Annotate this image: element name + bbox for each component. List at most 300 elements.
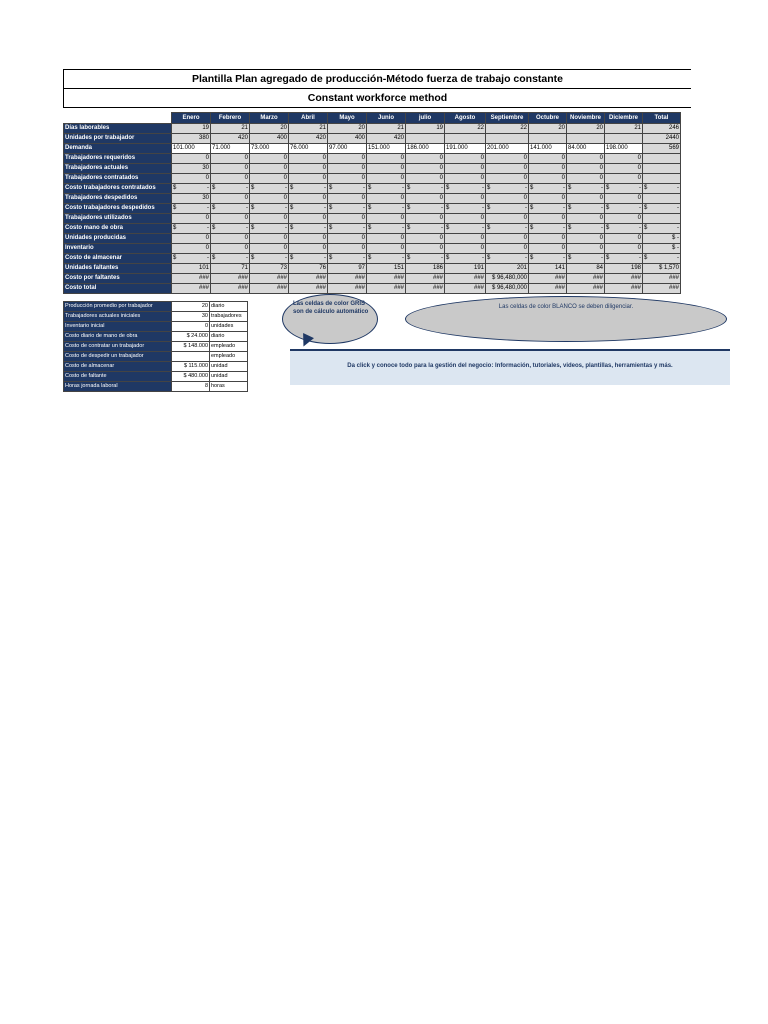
param-value[interactable]: $ 115.000 (172, 362, 210, 372)
param-label: Inventario inicial (64, 322, 172, 332)
table-cell: 0 (406, 194, 445, 204)
table-cell (643, 214, 681, 224)
table-cell[interactable]: 73.000 (250, 144, 289, 154)
cell-value: - (246, 255, 248, 261)
table-cell (643, 164, 681, 174)
currency-sign: $ (644, 205, 648, 211)
table-cell: 0 (289, 194, 328, 204)
month-header: Noviembre (567, 113, 605, 124)
param-unit: empleado (210, 342, 248, 352)
table-cell (567, 224, 605, 234)
table-cell: 22 (445, 124, 486, 134)
param-value[interactable]: 20 (172, 302, 210, 312)
table-cell (567, 184, 605, 194)
table-cell (172, 184, 211, 194)
cell-value: - (482, 255, 484, 261)
param-unit: unidad (210, 362, 248, 372)
table-cell: 20 (529, 124, 567, 134)
cell-value: - (324, 185, 326, 191)
row-label: Unidades faltantes (64, 264, 172, 274)
table-cell: 0 (211, 174, 250, 184)
cell-value: - (525, 205, 527, 211)
cell-value: - (207, 225, 209, 231)
currency-sign: $ (530, 255, 534, 261)
cell-value: - (402, 255, 404, 261)
table-cell: 0 (445, 154, 486, 164)
cell-value: - (441, 185, 443, 191)
table-cell (643, 224, 681, 234)
table-cell: $ - (643, 244, 681, 254)
cell-value: - (363, 185, 365, 191)
table-cell (445, 204, 486, 214)
table-cell: ### (529, 284, 567, 294)
table-row (64, 214, 681, 224)
month-header: Abril (289, 113, 328, 124)
table-cell (486, 254, 529, 264)
table-cell (486, 224, 529, 234)
param-value[interactable]: $ 480.000 (172, 372, 210, 382)
cell-value: - (207, 205, 209, 211)
table-cell: 101 (172, 264, 211, 274)
cell-value: - (441, 205, 443, 211)
currency-sign: $ (212, 205, 216, 211)
table-cell: 0 (605, 164, 643, 174)
table-cell (367, 224, 406, 234)
table-cell: 151 (367, 264, 406, 274)
currency-sign: $ (329, 225, 333, 231)
currency-sign: $ (407, 255, 411, 261)
cell-value: - (601, 185, 603, 191)
table-cell: 186 (406, 264, 445, 274)
table-row (64, 204, 681, 214)
cell-value: - (246, 225, 248, 231)
table-cell[interactable]: 76.000 (289, 144, 328, 154)
table-cell: 0 (567, 154, 605, 164)
table-cell: 0 (529, 174, 567, 184)
currency-sign: $ (173, 205, 177, 211)
table-cell: 0 (529, 154, 567, 164)
currency-sign: $ (329, 255, 333, 261)
table-cell[interactable]: 198.000 (605, 144, 643, 154)
row-label: Inventario (64, 244, 172, 254)
table-cell (328, 224, 367, 234)
month-header: julio (406, 113, 445, 124)
table-cell: 0 (172, 244, 211, 254)
currency-sign: $ (487, 225, 491, 231)
table-row (64, 264, 681, 274)
cell-value: - (402, 225, 404, 231)
parameters-table (63, 301, 248, 392)
sheet-subtitle: Constant workforce method (64, 88, 691, 107)
table-cell: 0 (605, 174, 643, 184)
currency-sign: $ (644, 185, 648, 191)
currency-sign: $ (568, 185, 572, 191)
table-cell: 0 (486, 214, 529, 224)
currency-sign: $ (446, 205, 450, 211)
param-label: Costo de despedir un trabajador (64, 352, 172, 362)
table-cell[interactable]: 191.000 (445, 144, 486, 154)
param-value[interactable]: 0 (172, 322, 210, 332)
currency-sign: $ (173, 255, 177, 261)
table-cell[interactable]: 569 (643, 144, 681, 154)
currency-sign: $ (487, 185, 491, 191)
currency-sign: $ (530, 205, 534, 211)
month-header: Febrero (211, 113, 250, 124)
param-unit: unidad (210, 372, 248, 382)
table-cell (486, 184, 529, 194)
title-box (63, 69, 691, 108)
row-label: Costo mano de obra (64, 224, 172, 234)
table-row (64, 254, 681, 264)
cell-value: - (324, 255, 326, 261)
currency-sign: $ (407, 205, 411, 211)
table-cell: 0 (605, 234, 643, 244)
table-cell: 0 (172, 214, 211, 224)
table-cell (406, 254, 445, 264)
table-cell: ### (328, 284, 367, 294)
cell-value: - (563, 185, 565, 191)
table-cell (567, 254, 605, 264)
table-cell (605, 254, 643, 264)
month-header: Mayo (328, 113, 367, 124)
table-cell (406, 134, 445, 144)
table-cell: 0 (211, 234, 250, 244)
table-cell (289, 224, 328, 234)
param-label: Producción promedio por trabajador (64, 302, 172, 312)
row-label: Trabajadores utilizados (64, 214, 172, 224)
currency-sign: $ (290, 255, 294, 261)
cell-value: - (563, 205, 565, 211)
table-cell[interactable]: 84.000 (567, 144, 605, 154)
table-cell: 0 (367, 154, 406, 164)
table-cell (250, 224, 289, 234)
table-cell: 0 (250, 154, 289, 164)
table-cell: 19 (172, 124, 211, 134)
currency-sign: $ (290, 185, 294, 191)
table-cell: 0 (367, 214, 406, 224)
table-cell (172, 224, 211, 234)
table-cell (250, 204, 289, 214)
currency-sign: $ (173, 225, 177, 231)
row-label: Unidades por trabajador (64, 134, 172, 144)
table-cell: 0 (250, 244, 289, 254)
currency-sign: $ (251, 255, 255, 261)
table-row (64, 134, 681, 144)
table-cell: 0 (605, 194, 643, 204)
cell-value: - (639, 225, 641, 231)
table-row (64, 234, 681, 244)
table-cell (529, 254, 567, 264)
row-label: Trabajadores requeridos (64, 154, 172, 164)
cell-value: - (563, 255, 565, 261)
table-cell: 0 (529, 234, 567, 244)
table-row (64, 164, 681, 174)
table-cell: 21 (367, 124, 406, 134)
currency-sign: $ (407, 225, 411, 231)
cell-value: - (441, 225, 443, 231)
table-cell (529, 184, 567, 194)
month-header: Septiembre (486, 113, 529, 124)
table-cell: ### (328, 274, 367, 284)
table-cell: 0 (328, 194, 367, 204)
table-cell: $ 96,480,000 (486, 284, 529, 294)
table-cell[interactable]: 201.000 (486, 144, 529, 154)
table-cell: 0 (211, 244, 250, 254)
cell-value: - (525, 185, 527, 191)
currency-sign: $ (446, 185, 450, 191)
cell-value: - (601, 255, 603, 261)
table-cell (211, 204, 250, 214)
currency-sign: $ (251, 225, 255, 231)
table-cell: 0 (486, 244, 529, 254)
table-cell: 0 (445, 244, 486, 254)
cell-value: - (402, 205, 404, 211)
banner-link-text[interactable]: Da click y conoce todo para la gestión del negocio: Información, tutoriales, videos, plantillas, herramientas y más. (347, 363, 673, 369)
currency-sign: $ (568, 205, 572, 211)
table-cell: 21 (605, 124, 643, 134)
cell-value: - (246, 205, 248, 211)
table-cell: 0 (289, 214, 328, 224)
table-cell (289, 184, 328, 194)
table-cell (250, 184, 289, 194)
month-header: Total (643, 113, 681, 124)
cell-value: - (677, 205, 679, 211)
table-cell (406, 224, 445, 234)
currency-sign: $ (212, 225, 216, 231)
table-cell: 0 (250, 164, 289, 174)
table-cell (605, 204, 643, 214)
table-row (64, 224, 681, 234)
table-cell (367, 204, 406, 214)
param-label: Costo de contratar un trabajador (64, 342, 172, 352)
table-cell: 19 (406, 124, 445, 134)
table-cell: 0 (445, 194, 486, 204)
row-label: Demanda (64, 144, 172, 154)
table-cell[interactable]: 151.000 (367, 144, 406, 154)
table-cell: 0 (486, 164, 529, 174)
table-cell: 0 (328, 234, 367, 244)
table-cell (643, 154, 681, 164)
table-cell: 0 (289, 164, 328, 174)
cell-value: - (324, 225, 326, 231)
table-cell: 71 (211, 264, 250, 274)
table-cell: 0 (250, 214, 289, 224)
table-cell: 0 (406, 174, 445, 184)
table-row (64, 184, 681, 194)
table-cell: 400 (328, 134, 367, 144)
table-cell: 76 (289, 264, 328, 274)
currency-sign: $ (446, 225, 450, 231)
table-cell: ### (367, 274, 406, 284)
cell-value: - (482, 225, 484, 231)
table-cell (445, 254, 486, 264)
row-label: Trabajadores actuales (64, 164, 172, 174)
table-cell: 0 (211, 154, 250, 164)
table-row (64, 194, 681, 204)
cell-value: - (285, 205, 287, 211)
table-cell: $ - (643, 234, 681, 244)
table-cell: ### (172, 284, 211, 294)
param-value[interactable] (172, 352, 210, 362)
table-cell: 0 (406, 244, 445, 254)
table-cell: ### (605, 284, 643, 294)
table-cell: ### (643, 284, 681, 294)
param-row (64, 382, 248, 392)
info-banner[interactable] (290, 349, 730, 385)
table-cell: 0 (605, 244, 643, 254)
currency-sign: $ (530, 225, 534, 231)
table-cell: ### (250, 274, 289, 284)
table-cell (367, 184, 406, 194)
cell-value: - (363, 225, 365, 231)
table-row (64, 174, 681, 184)
table-cell: 0 (172, 154, 211, 164)
currency-sign: $ (173, 185, 177, 191)
table-cell: 0 (211, 214, 250, 224)
table-cell (643, 174, 681, 184)
table-cell[interactable]: 71.000 (211, 144, 250, 154)
param-value[interactable]: 8 (172, 382, 210, 392)
table-cell (643, 254, 681, 264)
table-cell: 0 (328, 154, 367, 164)
table-cell: 0 (367, 234, 406, 244)
cell-value: - (525, 225, 527, 231)
currency-sign: $ (329, 185, 333, 191)
header-blank (64, 113, 172, 124)
table-cell: 0 (605, 214, 643, 224)
table-cell: 0 (406, 154, 445, 164)
table-cell (406, 184, 445, 194)
table-cell: 0 (172, 174, 211, 184)
table-cell: 420 (367, 134, 406, 144)
table-cell: $ 1,570 (643, 264, 681, 274)
param-row (64, 372, 248, 382)
row-label: Trabajadores contratados (64, 174, 172, 184)
table-cell: 73 (250, 264, 289, 274)
param-unit: unidades (210, 322, 248, 332)
currency-sign: $ (368, 205, 372, 211)
param-unit: diario (210, 302, 248, 312)
table-cell (643, 204, 681, 214)
table-cell: 84 (567, 264, 605, 274)
param-label: Horas jornada laboral (64, 382, 172, 392)
table-cell: 0 (211, 164, 250, 174)
table-cell: 0 (172, 234, 211, 244)
currency-sign: $ (251, 205, 255, 211)
table-cell: 0 (605, 154, 643, 164)
param-row (64, 352, 248, 362)
table-cell: ### (406, 274, 445, 284)
param-row (64, 332, 248, 342)
cell-value: - (677, 225, 679, 231)
currency-sign: $ (606, 225, 610, 231)
cell-value: - (601, 225, 603, 231)
table-cell: 0 (529, 194, 567, 204)
table-cell (605, 224, 643, 234)
table-cell (605, 134, 643, 144)
table-cell: 0 (406, 234, 445, 244)
table-cell: 0 (567, 234, 605, 244)
currency-sign: $ (368, 185, 372, 191)
table-cell: ### (643, 274, 681, 284)
table-cell (211, 184, 250, 194)
table-cell: ### (605, 274, 643, 284)
table-cell[interactable]: 141.000 (529, 144, 567, 154)
cell-value: - (246, 185, 248, 191)
table-cell: 191 (445, 264, 486, 274)
table-cell: 0 (328, 174, 367, 184)
month-header: Marzo (250, 113, 289, 124)
table-cell: 21 (289, 124, 328, 134)
row-label: Costo total (64, 284, 172, 294)
table-cell: 0 (250, 174, 289, 184)
table-cell: 97 (328, 264, 367, 274)
cell-value: - (207, 185, 209, 191)
table-cell: 2440 (643, 134, 681, 144)
row-label: Costo por faltantes (64, 274, 172, 284)
table-cell: ### (445, 284, 486, 294)
cell-value: - (441, 255, 443, 261)
currency-sign: $ (290, 225, 294, 231)
currency-sign: $ (212, 185, 216, 191)
table-cell: 0 (567, 214, 605, 224)
param-value[interactable]: $ 24.000 (172, 332, 210, 342)
param-row (64, 342, 248, 352)
param-unit: diario (210, 332, 248, 342)
table-cell[interactable]: 186.000 (406, 144, 445, 154)
table-cell: 0 (529, 164, 567, 174)
row-label: Costo de almacenar (64, 254, 172, 264)
table-cell (406, 204, 445, 214)
cell-value: - (402, 185, 404, 191)
cell-value: - (525, 255, 527, 261)
table-cell (367, 254, 406, 264)
table-cell: 380 (172, 134, 211, 144)
table-cell: 21 (211, 124, 250, 134)
currency-sign: $ (487, 205, 491, 211)
param-row (64, 302, 248, 312)
gray-note-text: Las celdas de color GRIS son de cálculo automático (293, 301, 369, 315)
table-cell (529, 224, 567, 234)
cell-value: - (639, 205, 641, 211)
table-cell: 30 (172, 164, 211, 174)
table-cell (643, 194, 681, 204)
row-label: Unidades producidas (64, 234, 172, 244)
param-value[interactable]: 30 (172, 312, 210, 322)
table-cell: ### (289, 284, 328, 294)
cell-value: - (563, 225, 565, 231)
currency-sign: $ (530, 185, 534, 191)
table-cell[interactable]: 97.000 (328, 144, 367, 154)
cell-value: - (639, 185, 641, 191)
table-cell: 141 (529, 264, 567, 274)
table-cell: 0 (486, 234, 529, 244)
table-cell (486, 204, 529, 214)
table-cell: ### (567, 274, 605, 284)
table-cell: 0 (529, 214, 567, 224)
table-cell: 0 (445, 164, 486, 174)
param-value[interactable]: $ 148.000 (172, 342, 210, 352)
param-label: Costo diario de mano de obra (64, 332, 172, 342)
param-unit: horas (210, 382, 248, 392)
table-cell: ### (567, 284, 605, 294)
currency-sign: $ (606, 255, 610, 261)
table-cell[interactable]: 101.000 (172, 144, 211, 154)
param-row (64, 312, 248, 322)
cell-value: - (482, 185, 484, 191)
table-cell: 0 (289, 244, 328, 254)
cell-value: - (363, 255, 365, 261)
